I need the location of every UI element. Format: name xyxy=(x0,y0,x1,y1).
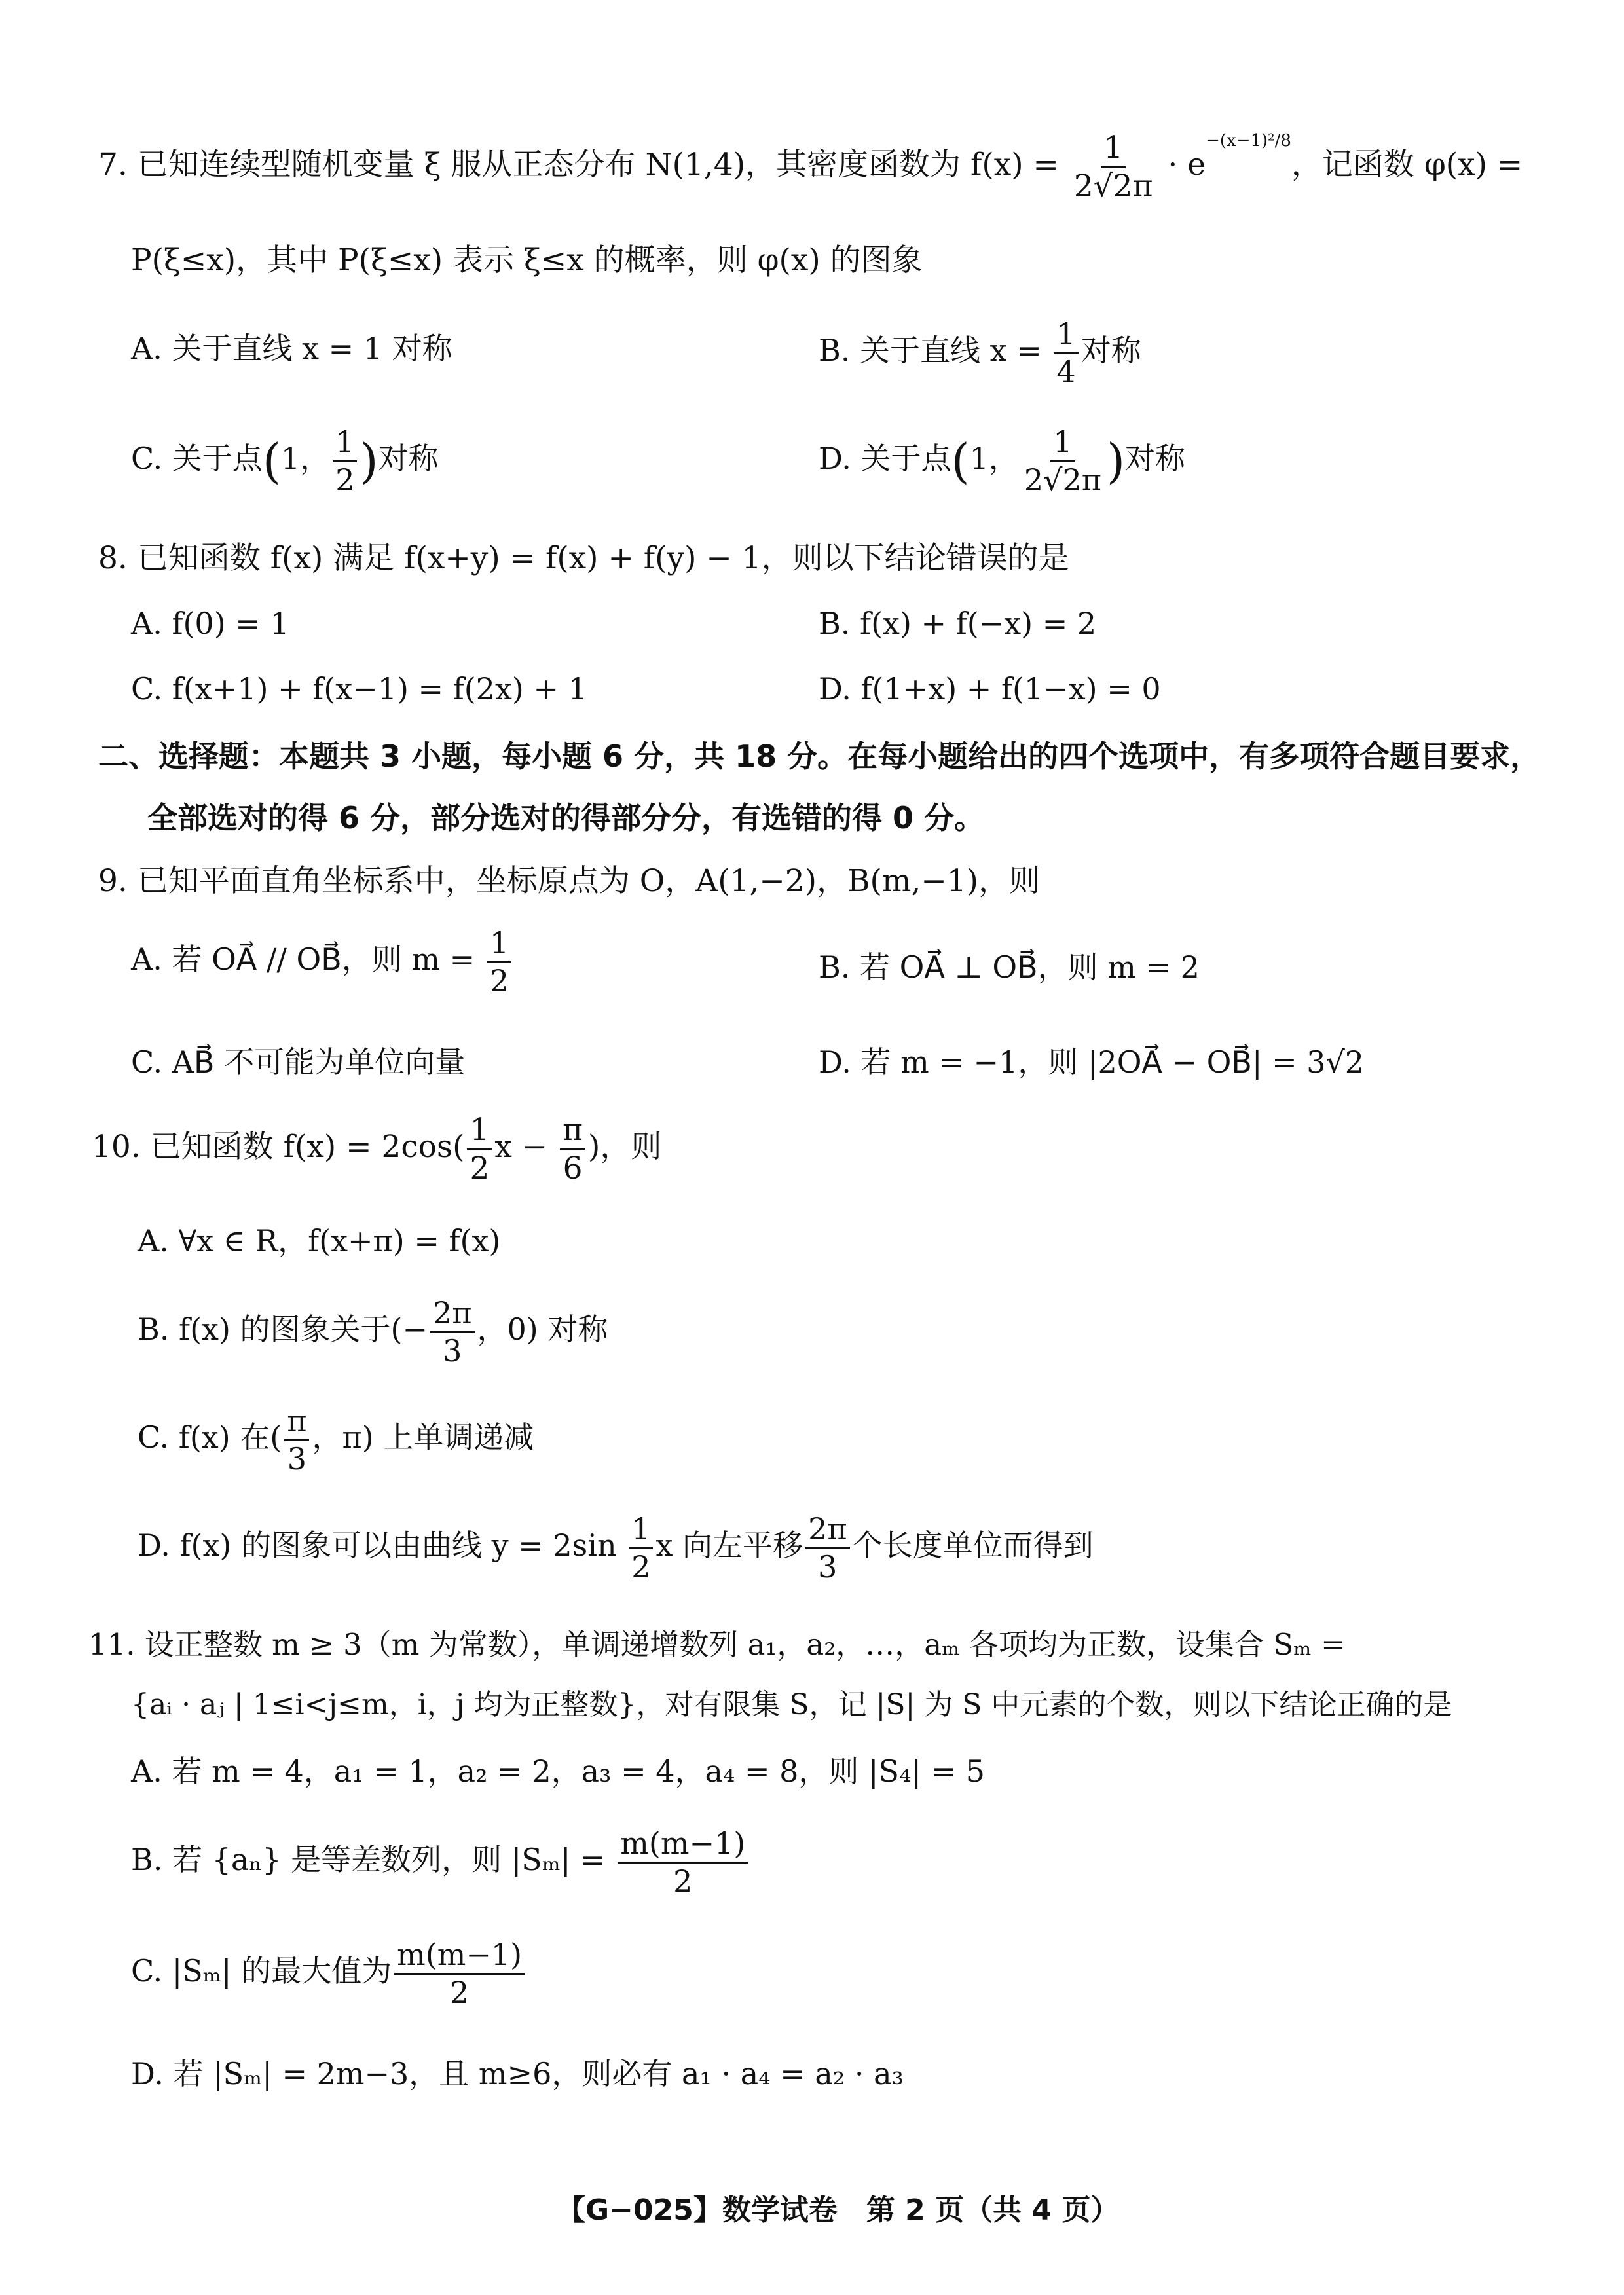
q8-option-b: B. f(x) + f(−x) = 2 xyxy=(819,606,1097,641)
left-paren-icon: ( xyxy=(262,433,281,489)
q7-text-a: 7. 已知连续型随机变量 ξ 服从正态分布 N(1,4)，其密度函数为 f(x) = xyxy=(98,147,1069,183)
q7-optc-pre: C. 关于点 xyxy=(131,441,263,477)
q10-stem-num1: 1 xyxy=(467,1113,492,1150)
q7-optb-num: 1 xyxy=(1054,318,1078,354)
q10-stem-fraction-2 xyxy=(560,1113,585,1185)
q9-opta-pre: A. 若 OA⃗ // OB⃗，则 m = xyxy=(131,942,485,978)
q10-optd-pre: D. f(x) 的图象可以由曲线 y = 2sin xyxy=(138,1528,627,1564)
q7-density-fraction xyxy=(1071,131,1156,203)
q7-exp-base: · e xyxy=(1158,147,1206,183)
q10-optb-pre: B. f(x) 的图象关于(− xyxy=(138,1312,428,1348)
q8-option-d: D. f(1+x) + f(1−x) = 0 xyxy=(819,671,1161,707)
section-2-heading-line2: 全部选对的得 6 分，部分选对的得部分分，有选错的得 0 分。 xyxy=(147,800,985,835)
q11-option-a: A. 若 m = 4，a₁ = 1，a₂ = 2，a₃ = 4，a₄ = 8，则 |S₄| = 5 xyxy=(131,1753,986,1789)
page-footer: 【G−025】数学试卷 第 2 页（共 4 页） xyxy=(557,2194,1120,2227)
q9-option-b: B. 若 OA⃗ ⊥ OB⃗，则 m = 2 xyxy=(819,949,1200,985)
q9-stem: 9. 已知平面直角坐标系中，坐标原点为 O，A(1,−2)，B(m,−1)，则 xyxy=(98,863,1040,899)
q10-optd-den2: 3 xyxy=(818,1549,838,1585)
q11-option-b xyxy=(131,1827,750,1898)
q11-optb-den: 2 xyxy=(673,1863,693,1899)
q11-optc-fraction xyxy=(394,1938,525,2009)
q11-stem-line1: 11. 设正整数 m ≥ 3（m 为常数），单调递增数列 a₁，a₂，…，aₘ 各项均为正数，设集合 Sₘ = xyxy=(88,1627,1346,1662)
q7-optd-a: 1， xyxy=(969,441,1019,477)
q10-stem-post: )，则 xyxy=(588,1129,662,1166)
q10-option-b xyxy=(138,1296,608,1367)
q11-optb-pre: B. 若 {aₙ} 是等差数列，则 |Sₘ| = xyxy=(131,1842,616,1878)
q10-stem xyxy=(92,1113,661,1185)
q11-optc-pre: C. |Sₘ| 的最大值为 xyxy=(131,1953,392,1989)
q11-option-d: D. 若 |Sₘ| = 2m−3，且 m≥6，则必有 a₁ · a₄ = a₂ · a₃ xyxy=(131,2056,904,2091)
q10-stem-fraction-1 xyxy=(467,1113,492,1185)
q7-optc-fraction xyxy=(333,426,357,496)
q9-option-d: D. 若 m = −1，则 |2OA⃗ − OB⃗| = 3√2 xyxy=(819,1044,1365,1080)
q10-stem-den1: 2 xyxy=(470,1150,490,1186)
q11-option-c xyxy=(131,1938,527,2009)
q11-optb-fraction xyxy=(618,1827,748,1898)
q7-option-d xyxy=(819,426,1185,496)
q7-optb-fraction xyxy=(1054,318,1078,388)
right-paren-icon: ) xyxy=(360,433,378,489)
q7-optd-pre: D. 关于点 xyxy=(819,441,951,477)
q7-stem-line1 xyxy=(98,131,1522,203)
q7-optc-num: 1 xyxy=(333,426,357,462)
q10-stem-num2: π xyxy=(560,1113,585,1150)
q7-stem-line2: P(ξ≤x)，其中 P(ξ≤x) 表示 ξ≤x 的概率，则 φ(x) 的图象 xyxy=(131,242,923,278)
q10-optd-fraction-2 xyxy=(805,1513,850,1583)
q7-optd-fraction xyxy=(1022,426,1104,496)
q9-option-a xyxy=(131,927,514,997)
q7-optc-post: 对称 xyxy=(378,441,439,477)
q10-optb-num: 2π xyxy=(430,1296,475,1333)
q7-optc-a: 1， xyxy=(280,441,331,477)
q10-optb-post: ，0) 对称 xyxy=(477,1312,608,1348)
q7-optb-pre: B. 关于直线 x = xyxy=(819,333,1052,369)
q10-optd-num1: 1 xyxy=(629,1513,653,1549)
q8-option-c: C. f(x+1) + f(x−1) = f(2x) + 1 xyxy=(131,671,587,707)
q11-optb-num: m(m−1) xyxy=(618,1827,748,1864)
q10-option-d xyxy=(138,1513,1094,1583)
q9-opta-num: 1 xyxy=(487,927,511,963)
section-2-heading-line1: 二、选择题：本题共 3 小题，每小题 6 分，共 18 分。在每小题给出的四个选项中，有多项符合题目要求， xyxy=(98,739,1541,774)
q10-optd-fraction-1 xyxy=(629,1513,653,1583)
q7-exponent: −(x−1)²/8 xyxy=(1206,131,1291,151)
q7-text-b: ，记函数 φ(x) = xyxy=(1291,147,1523,183)
q10-stem-pre: 10. 已知函数 f(x) = 2cos( xyxy=(92,1129,465,1166)
q10-option-a: A. ∀x ∈ R，f(x+π) = f(x) xyxy=(138,1223,501,1258)
q10-optb-den: 3 xyxy=(443,1332,462,1368)
q7-option-c xyxy=(131,426,439,496)
q10-optd-post: 个长度单位而得到 xyxy=(852,1528,1094,1564)
q10-stem-den2: 6 xyxy=(563,1150,583,1186)
q7-frac-num: 1 xyxy=(1101,131,1126,168)
q10-stem-mid: x − xyxy=(494,1129,558,1166)
q7-option-a: A. 关于直线 x = 1 对称 xyxy=(131,331,452,366)
q7-optd-post: 对称 xyxy=(1125,441,1186,477)
q10-optc-den: 3 xyxy=(287,1441,306,1477)
q9-opta-den: 2 xyxy=(489,963,509,999)
q10-optc-pre: C. f(x) 在( xyxy=(138,1420,282,1456)
q7-optd-den: 2√2π xyxy=(1024,462,1101,498)
q10-optd-den1: 2 xyxy=(631,1549,651,1585)
q10-optd-mid: x 向左平移 xyxy=(655,1528,803,1564)
q7-optb-den: 4 xyxy=(1056,354,1076,390)
q7-optb-post: 对称 xyxy=(1080,333,1141,369)
q10-option-c xyxy=(138,1405,534,1475)
q7-frac-den: 2√2π xyxy=(1073,168,1153,204)
q11-optc-num: m(m−1) xyxy=(394,1938,525,1975)
q7-optd-num: 1 xyxy=(1050,426,1075,462)
q8-stem: 8. 已知函数 f(x) 满足 f(x+y) = f(x) + f(y) − 1，则以下结论错误的是 xyxy=(98,540,1069,576)
q10-optc-num: π xyxy=(284,1405,309,1441)
left-paren-icon: ( xyxy=(951,433,970,489)
q7-optc-den: 2 xyxy=(335,462,355,498)
q8-option-a: A. f(0) = 1 xyxy=(131,606,289,641)
q10-optb-fraction xyxy=(430,1296,475,1367)
q10-optd-num2: 2π xyxy=(805,1513,850,1549)
q7-option-b xyxy=(819,318,1141,388)
q10-optc-fraction xyxy=(284,1405,309,1475)
q11-stem-line2: {aᵢ · aⱼ | 1≤i<j≤m，i，j 均为正整数}，对有限集 S，记 |S| 为 S 中元素的个数，则以下结论正确的是 xyxy=(131,1688,1452,1721)
q10-optc-post: ，π) 上单调递减 xyxy=(312,1420,534,1456)
q9-opta-fraction xyxy=(487,927,511,997)
q9-option-c: C. AB⃗ 不可能为单位向量 xyxy=(131,1044,466,1080)
q11-optc-den: 2 xyxy=(449,1974,470,2010)
right-paren-icon: ) xyxy=(1106,433,1126,489)
